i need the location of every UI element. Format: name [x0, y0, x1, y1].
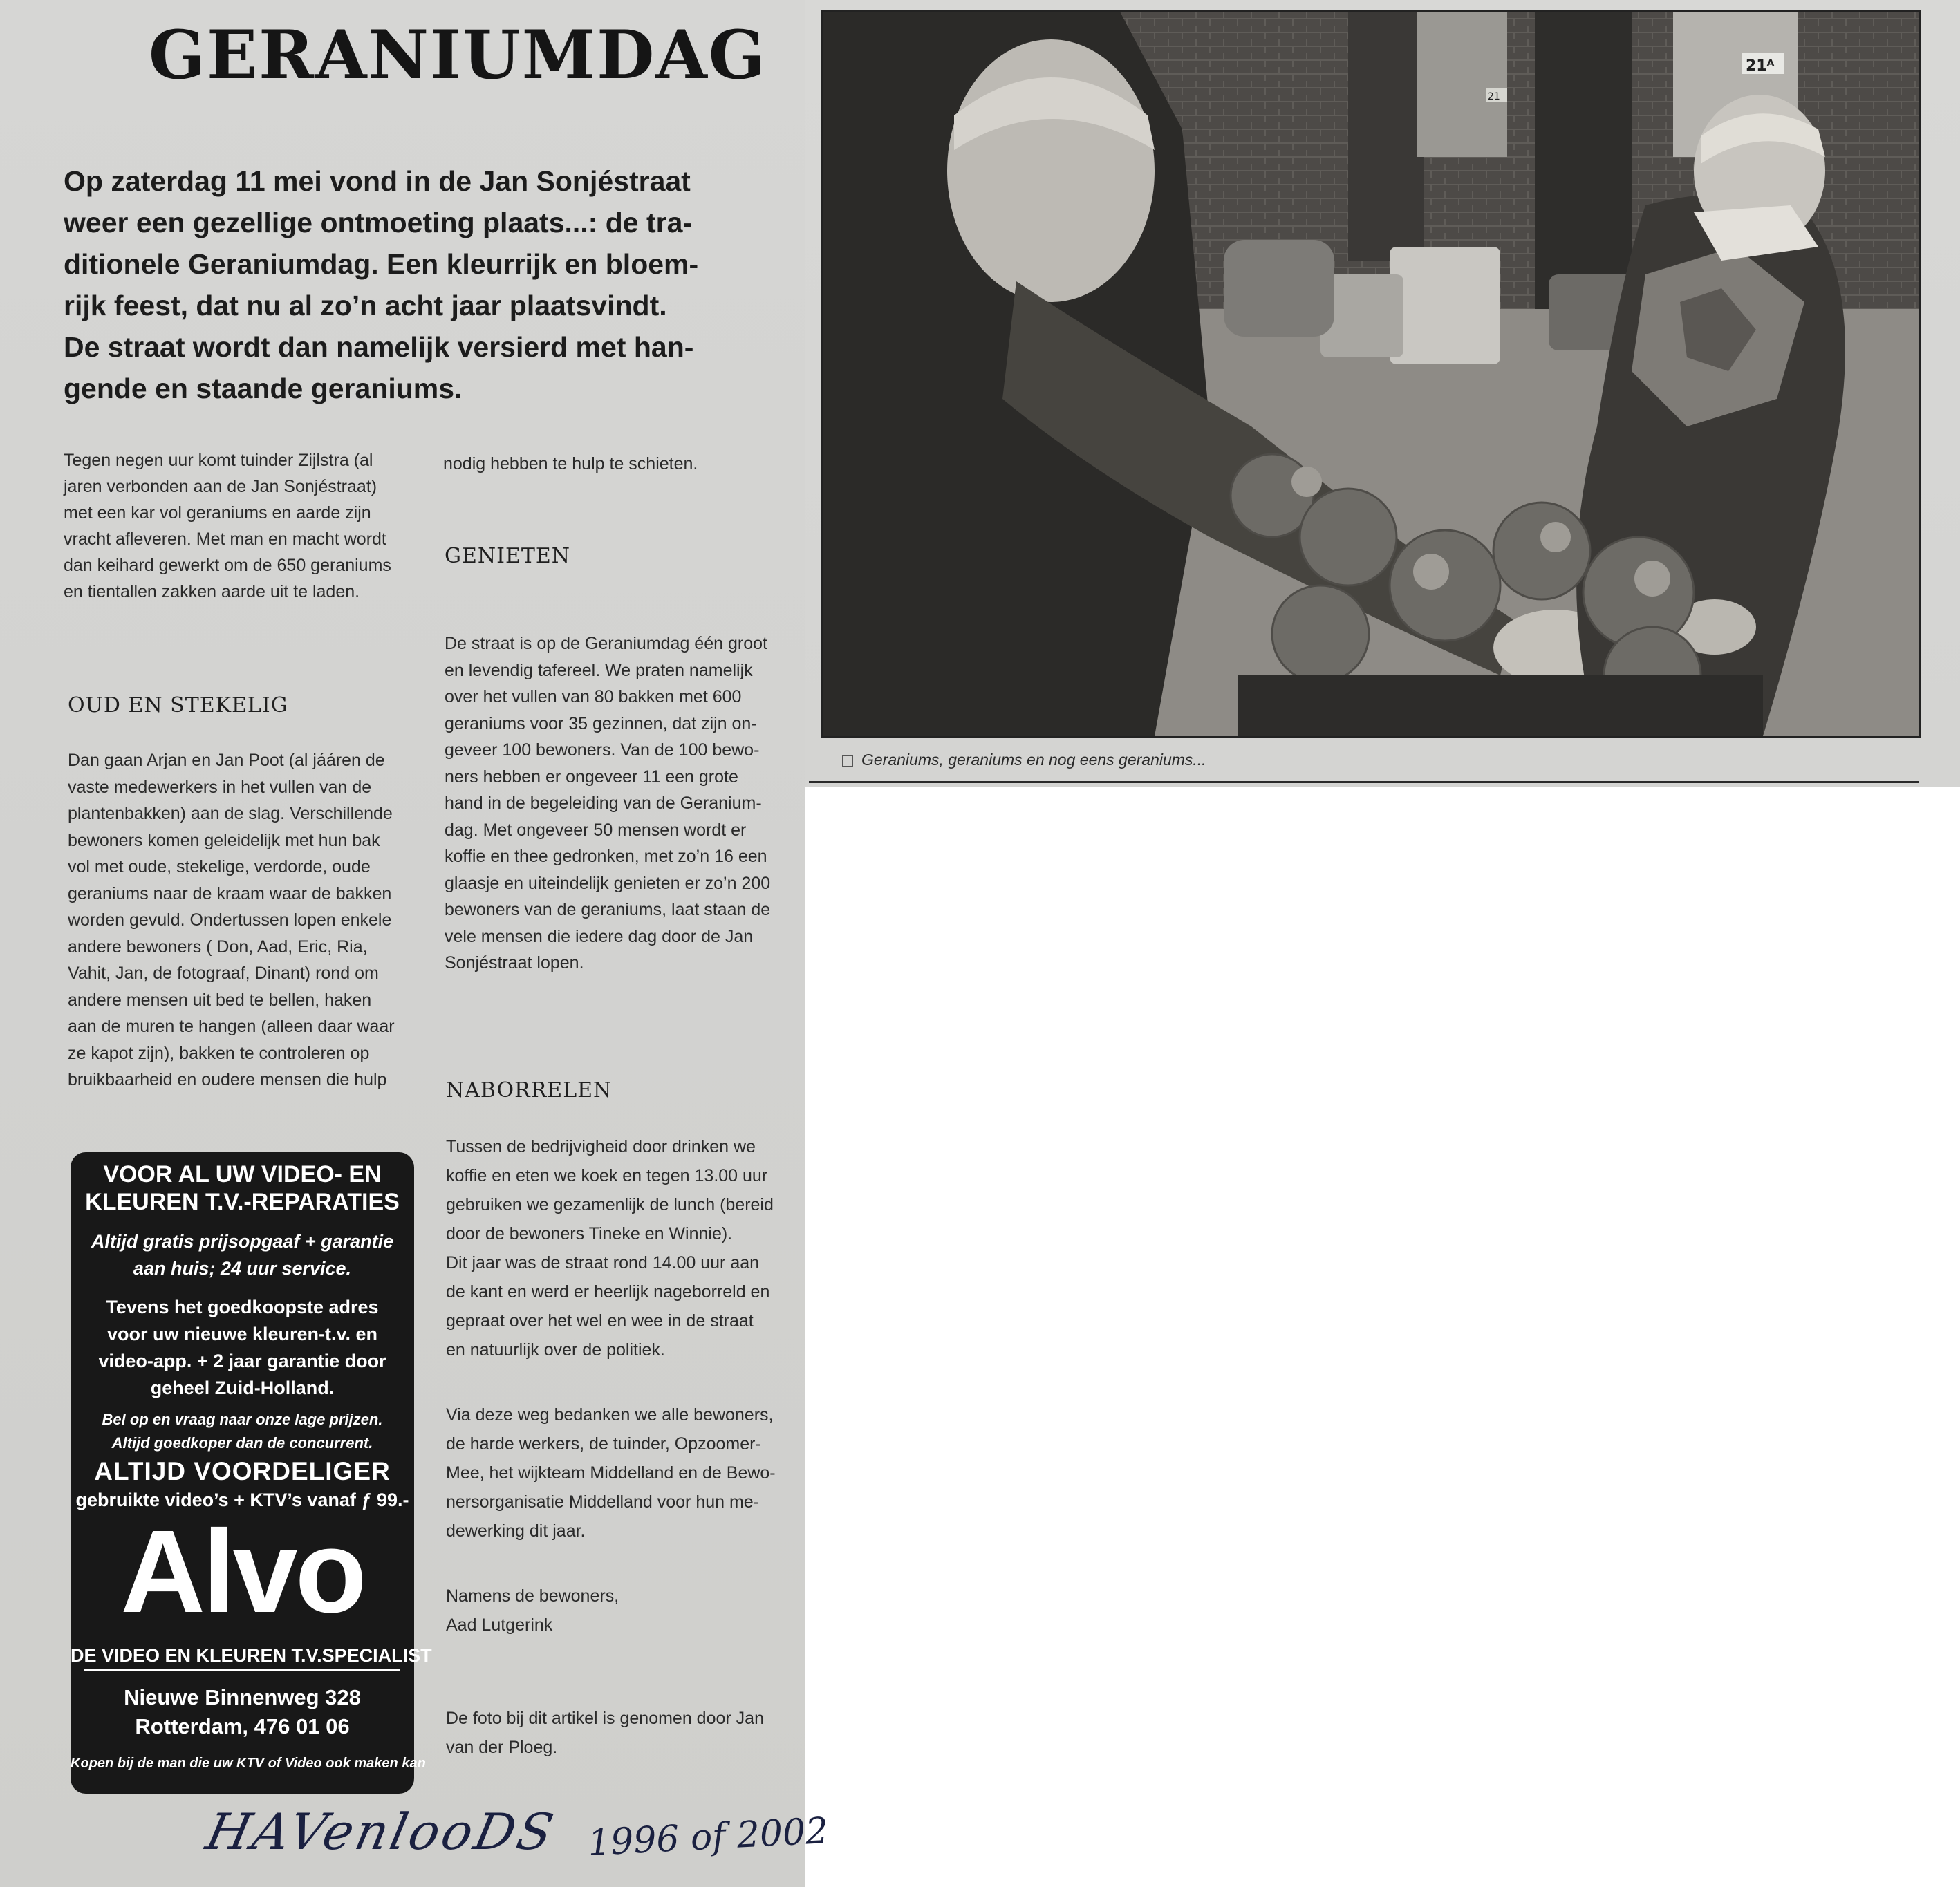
- lead-line: weer een gezellige ontmoeting plaats...: de tra-: [64, 207, 693, 238]
- author-name: Aad Lutgerink: [446, 1615, 553, 1635]
- text-line: Tussen de bedrijvigheid door drinken we: [446, 1137, 756, 1156]
- text-line: van der Ploeg.: [446, 1738, 558, 1757]
- text-line: nersorganisatie Middelland voor hun me-: [446, 1492, 760, 1512]
- text-line: jaren verbonden aan de Jan Sonjéstraat): [64, 477, 377, 496]
- text-line: ze kapot zijn), bakken te controleren op: [68, 1043, 370, 1063]
- ad-address: Rotterdam, 476 01 06: [135, 1714, 350, 1738]
- text-line: en natuurlijk over de politiek.: [446, 1340, 665, 1360]
- text-line: dewerking dit jaar.: [446, 1521, 586, 1541]
- text-line: en levendig tafereel. We praten namelijk: [445, 660, 753, 680]
- ad-call: Altijd goedkoper dan de concurrent.: [111, 1434, 373, 1452]
- text-line: geraniums voor 35 gezinnen, dat zijn on-: [445, 713, 757, 733]
- ad-text: video-app. + 2 jaar garantie door: [98, 1351, 386, 1371]
- col1-paragraph-oud: [68, 747, 427, 1093]
- text-line: over het vullen van 80 bakken met 600: [445, 687, 742, 706]
- text-line: Via deze weg bedanken we alle bewoners,: [446, 1405, 774, 1425]
- text-line: bruikbaarheid en oudere mensen die hulp: [68, 1070, 387, 1089]
- ad-text: voor uw nieuwe kleuren-t.v. en: [106, 1324, 378, 1344]
- ad-call: Bel op en vraag naar onze lage prijzen.: [102, 1411, 383, 1428]
- article-title: GERANIUMDAG: [149, 16, 767, 94]
- ad-headline: KLEUREN T.V.-REPARATIES: [85, 1189, 400, 1215]
- text-line: dag. Met ongeveer 50 mensen wordt er: [445, 820, 747, 840]
- col2-photo-credit: [446, 1704, 799, 1762]
- text-line: bewoners komen geleidelijk met hun bak: [68, 830, 380, 850]
- text-line: koffie en thee gedronken, met zo’n 16 een: [445, 847, 767, 866]
- ad-offer: aan huis; 24 uur service.: [133, 1258, 352, 1279]
- caption-marker-icon: [842, 755, 853, 767]
- caption-text: Geraniums, geraniums en nog eens geraniums...: [861, 751, 1206, 769]
- text-line: geraniums naar de kraam waar de bakken: [68, 883, 392, 903]
- lead-line: rijk feest, dat nu al zo’n acht jaar plaatsvindt.: [64, 290, 667, 321]
- article-lead: [64, 160, 790, 416]
- text-line: Vahit, Jan, de fotograaf, Dinant) rond om: [68, 964, 379, 983]
- handwritten-note: [201, 1796, 830, 1872]
- ad-specialist: DE VIDEO EN KLEUREN T.V.SPECIALIST: [71, 1645, 432, 1666]
- text-line: hand in de begeleiding van de Geranium-: [445, 794, 762, 813]
- text-line: Mee, het wijkteam Middelland en de Bewo-: [446, 1463, 776, 1483]
- lead-line: De straat wordt dan namelijk versierd met han-: [64, 331, 694, 363]
- lead-line: ditionele Geraniumdag. Een kleurrijk en bloem-: [64, 248, 699, 280]
- text-line: Dan gaan Arjan en Jan Poot (al jááren de: [68, 751, 385, 770]
- col1-paragraph-intro: [64, 447, 423, 605]
- ad-divider: [84, 1669, 400, 1671]
- text-line: vracht afleveren. Met man en macht wordt: [64, 529, 386, 549]
- text-line: De foto bij dit artikel is genomen door Jan: [446, 1709, 764, 1728]
- photo-caption: [842, 751, 1879, 774]
- text-line: Dit jaar was de straat rond 14.00 uur aan: [446, 1253, 760, 1273]
- photo-bottom-rule: [809, 781, 1919, 783]
- ad-text: geheel Zuid-Holland.: [150, 1378, 335, 1398]
- blank-background: [805, 787, 1960, 1887]
- heading-genieten: GENIETEN: [445, 544, 571, 568]
- text-line: gebruiken we gezamenlijk de lunch (bereid: [446, 1195, 774, 1214]
- heading-oud-en-stekelig: OUD EN STEKELIG: [68, 693, 288, 717]
- ad-headline: VOOR AL UW VIDEO- EN: [103, 1161, 382, 1187]
- text-line: Sonjéstraat lopen.: [445, 953, 584, 973]
- text-line: nodig hebben te hulp te schieten.: [443, 454, 698, 473]
- text-line: andere mensen uit bed te bellen, haken: [68, 990, 372, 1010]
- house-number-plate: 21: [1488, 91, 1500, 102]
- text-line: De straat is op de Geraniumdag één groot: [445, 634, 767, 653]
- col2-signature: [446, 1581, 799, 1640]
- text-line: de kant en werd er heerlijk nageborreld en: [446, 1282, 770, 1302]
- ad-tagline: Kopen bij de man die uw KTV of Video ook maken kan: [71, 1756, 426, 1771]
- text-line: koffie en eten we koek en tegen 13.00 uur: [446, 1166, 768, 1185]
- text-line: de harde werkers, de tuinder, Opzoomer-: [446, 1434, 761, 1454]
- text-line: met een kar vol geraniums en aarde zijn: [64, 503, 371, 523]
- text-line: Tegen negen uur komt tuinder Zijlstra (al: [64, 451, 373, 470]
- heading-naborrelen: NABORRELEN: [446, 1078, 613, 1102]
- alvo-advertisement: [71, 1152, 432, 1794]
- text-line: gepraat over het wel en wee in de straat: [446, 1311, 754, 1331]
- text-line: geveer 100 bewoners. Van de 100 bewo-: [445, 740, 760, 760]
- ad-address: Nieuwe Binnenweg 328: [124, 1685, 361, 1709]
- lead-line: gende en staande geraniums.: [64, 373, 463, 404]
- text-line: worden gevuld. Ondertussen lopen enkele: [68, 910, 392, 930]
- photo-illustration: [823, 12, 1919, 736]
- text-line: vol met oude, stekelige, verdorde, oude: [68, 857, 371, 876]
- text-line: ners hebben er ongeveer 11 een grote: [445, 767, 738, 787]
- text-line: en tientallen zakken aarde uit te laden.: [64, 582, 360, 601]
- text-line: Namens de bewoners,: [446, 1586, 619, 1606]
- text-line: glaasje en uiteindelijk genieten er zo’n 200: [445, 873, 771, 893]
- col2-paragraph-thanks: [446, 1400, 799, 1546]
- col2-paragraph-genieten: [445, 630, 797, 977]
- ad-text: Tevens het goedkoopste adres: [106, 1297, 379, 1317]
- ad-slogan: ALTIJD VOORDELIGER: [94, 1457, 391, 1485]
- article-photo: [821, 10, 1921, 738]
- house-number-sign: 21ᴬ: [1746, 57, 1775, 75]
- text-line: bewoners van de geraniums, laat staan de: [445, 900, 771, 919]
- handwritten-year: 1996 of 2002: [586, 1810, 830, 1865]
- handwritten-source: HAVenlooDS: [201, 1803, 561, 1861]
- alvo-logo: Alvo: [120, 1506, 364, 1637]
- text-line: dan keihard gewerkt om de 650 geraniums: [64, 556, 391, 575]
- text-line: andere bewoners ( Don, Aad, Eric, Ria,: [68, 937, 368, 957]
- col2-paragraph-naborrelen: [446, 1132, 799, 1364]
- col2-continuation: [443, 451, 789, 477]
- text-line: plantenbakken) aan de slag. Verschillende: [68, 804, 393, 823]
- text-line: aan de muren te hangen (alleen daar waar: [68, 1017, 395, 1036]
- lead-line: Op zaterdag 11 mei vond in de Jan Sonjéstraat: [64, 165, 691, 197]
- text-line: vaste medewerkers in het vullen van de: [68, 777, 372, 797]
- text-line: door de bewoners Tineke en Winnie).: [446, 1224, 733, 1243]
- text-line: vele mensen die iedere dag door de Jan: [445, 926, 754, 946]
- ad-offer: Altijd gratis prijsopgaaf + garantie: [91, 1231, 394, 1252]
- ad-used: gebruikte video’s + KTV’s vanaf ƒ 99.-: [75, 1490, 409, 1510]
